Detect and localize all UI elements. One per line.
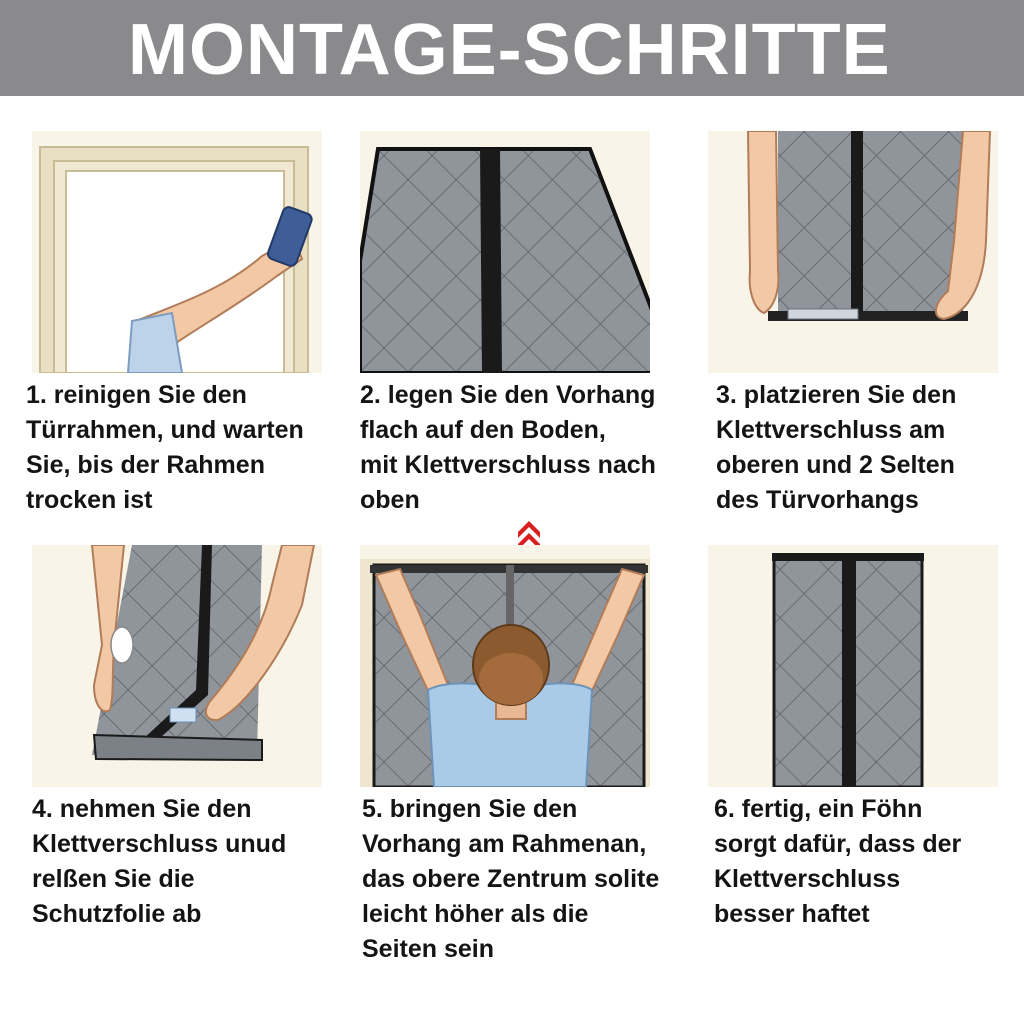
step-2-line-2: flach auf den Boden,	[360, 416, 606, 444]
step-4-caption	[32, 792, 286, 932]
step-3-line-1: 3. platzieren Sie den	[716, 381, 957, 409]
step-6-line-1: 6. fertig, ein Föhn	[714, 795, 923, 823]
step-6-line-4: besser haftet	[714, 900, 870, 928]
step-5-line-5: Seiten sein	[362, 935, 494, 963]
step-6-line-2: sorgt dafür, dass der	[714, 830, 962, 858]
page-title: MONTAGE-SCHRITTE	[128, 10, 891, 90]
step-5-line-1: 5. bringen Sie den	[362, 795, 578, 823]
step-2-illustration	[360, 131, 650, 373]
step-2-line-1: 2. legen Sie den Vorhang	[360, 381, 656, 409]
step-1-illustration	[32, 131, 322, 373]
step-1-caption	[26, 378, 304, 518]
step-5-line-4: leicht höher als die	[362, 900, 589, 928]
step-6-line-3: Klettverschluss	[714, 865, 901, 893]
step-4-line-1: 4. nehmen Sie den	[32, 795, 252, 823]
step-3-caption	[716, 378, 956, 518]
step-3-line-2: Klettverschluss am	[716, 416, 946, 444]
step-1-line-4: trocken ist	[26, 486, 153, 514]
step-6-caption	[714, 792, 961, 932]
step-2-line-3: mit Klettverschluss nach	[360, 451, 656, 479]
step-1-line-1: 1. reinigen Sie den	[26, 381, 247, 409]
step-6-illustration	[708, 545, 998, 787]
step-1-line-2: Türrahmen, und warten	[26, 416, 304, 444]
step-1-line-3: Sie, bis der Rahmen	[26, 451, 265, 479]
step-2-caption	[360, 378, 656, 518]
title-banner	[0, 0, 1024, 96]
step-4-line-2: Klettverschluss unud	[32, 830, 287, 858]
step-5-line-2: Vorhang am Rahmenan,	[362, 830, 647, 858]
step-5-line-3: das obere Zentrum solite	[362, 865, 660, 893]
step-3-illustration	[708, 131, 998, 373]
step-5-illustration	[360, 545, 650, 787]
step-4-line-3: relßen Sie die	[32, 865, 195, 893]
step-4-line-4: Schutzfolie ab	[32, 900, 202, 928]
step-2-line-4: oben	[360, 486, 420, 514]
step-5-caption	[362, 792, 659, 967]
step-4-illustration	[32, 545, 322, 787]
step-3-line-4: des Türvorhangs	[716, 486, 919, 514]
step-3-line-3: oberen und 2 Selten	[716, 451, 955, 479]
